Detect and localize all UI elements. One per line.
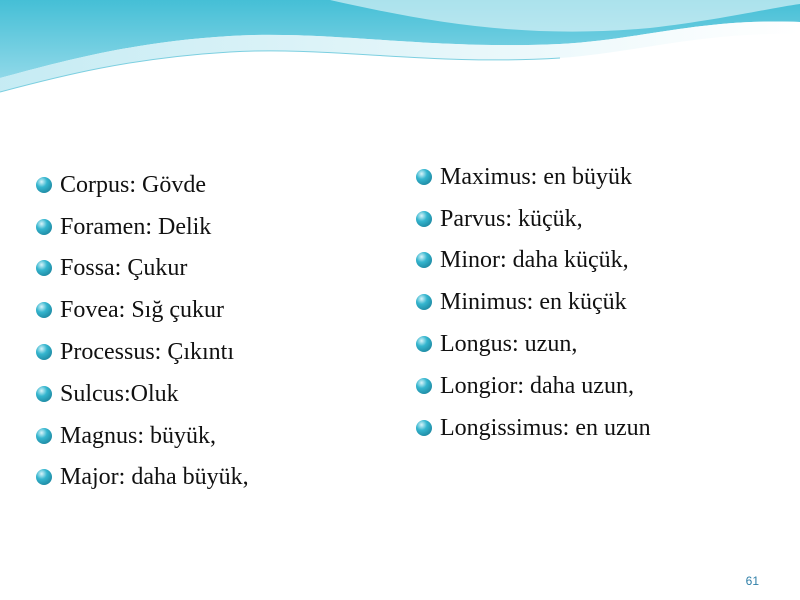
list-item-text: Foramen: Delik bbox=[60, 213, 212, 240]
list-item bbox=[34, 164, 249, 206]
list-item-text: Minor: daha küçük, bbox=[440, 247, 629, 274]
list-item bbox=[34, 415, 249, 457]
list-item-text: Processus: Çıkıntı bbox=[60, 339, 235, 366]
list-item bbox=[34, 248, 249, 290]
left-term-list bbox=[34, 164, 249, 498]
list-item-text: Maximus: en büyük bbox=[440, 163, 632, 190]
list-item bbox=[414, 365, 651, 407]
list-item-text: Magnus: büyük, bbox=[60, 422, 216, 449]
list-item-text: Fossa: Çukur bbox=[60, 255, 188, 282]
teal-circle-bullet-icon bbox=[34, 175, 54, 195]
list-item bbox=[414, 407, 651, 449]
list-item-text: Longior: daha uzun, bbox=[440, 372, 634, 399]
teal-circle-bullet-icon bbox=[414, 418, 434, 438]
teal-circle-bullet-icon bbox=[34, 300, 54, 320]
teal-circle-bullet-icon bbox=[34, 258, 54, 278]
teal-circle-bullet-icon bbox=[34, 426, 54, 446]
teal-circle-bullet-icon bbox=[414, 250, 434, 270]
teal-circle-bullet-icon bbox=[414, 376, 434, 396]
list-item bbox=[34, 206, 249, 248]
list-item bbox=[414, 240, 651, 282]
teal-circle-bullet-icon bbox=[414, 167, 434, 187]
teal-circle-bullet-icon bbox=[34, 342, 54, 362]
list-item bbox=[34, 373, 249, 415]
list-item-text: Corpus: Gövde bbox=[60, 171, 206, 198]
list-item bbox=[34, 289, 249, 331]
list-item-text: Longus: uzun, bbox=[440, 331, 578, 358]
teal-circle-bullet-icon bbox=[34, 384, 54, 404]
list-item-text: Sulcus:Oluk bbox=[60, 380, 179, 407]
list-item-text: Major: daha büyük, bbox=[60, 464, 249, 491]
list-item-text: Fovea: Sığ çukur bbox=[60, 297, 224, 324]
teal-circle-bullet-icon bbox=[414, 292, 434, 312]
list-item bbox=[414, 156, 651, 198]
list-item-text: Parvus: küçük, bbox=[440, 205, 583, 232]
list-item bbox=[34, 331, 249, 373]
teal-circle-bullet-icon bbox=[34, 467, 54, 487]
list-item bbox=[34, 457, 249, 499]
list-item bbox=[414, 198, 651, 240]
right-term-list bbox=[414, 156, 651, 449]
teal-circle-bullet-icon bbox=[414, 209, 434, 229]
teal-circle-bullet-icon bbox=[414, 334, 434, 354]
list-item-text: Minimus: en küçük bbox=[440, 289, 627, 316]
page-number: 61 bbox=[745, 574, 759, 588]
list-item bbox=[414, 281, 651, 323]
list-item-text: Longissimus: en uzun bbox=[440, 414, 651, 441]
teal-circle-bullet-icon bbox=[34, 217, 54, 237]
header-wave-decoration bbox=[0, 0, 800, 110]
list-item bbox=[414, 323, 651, 365]
